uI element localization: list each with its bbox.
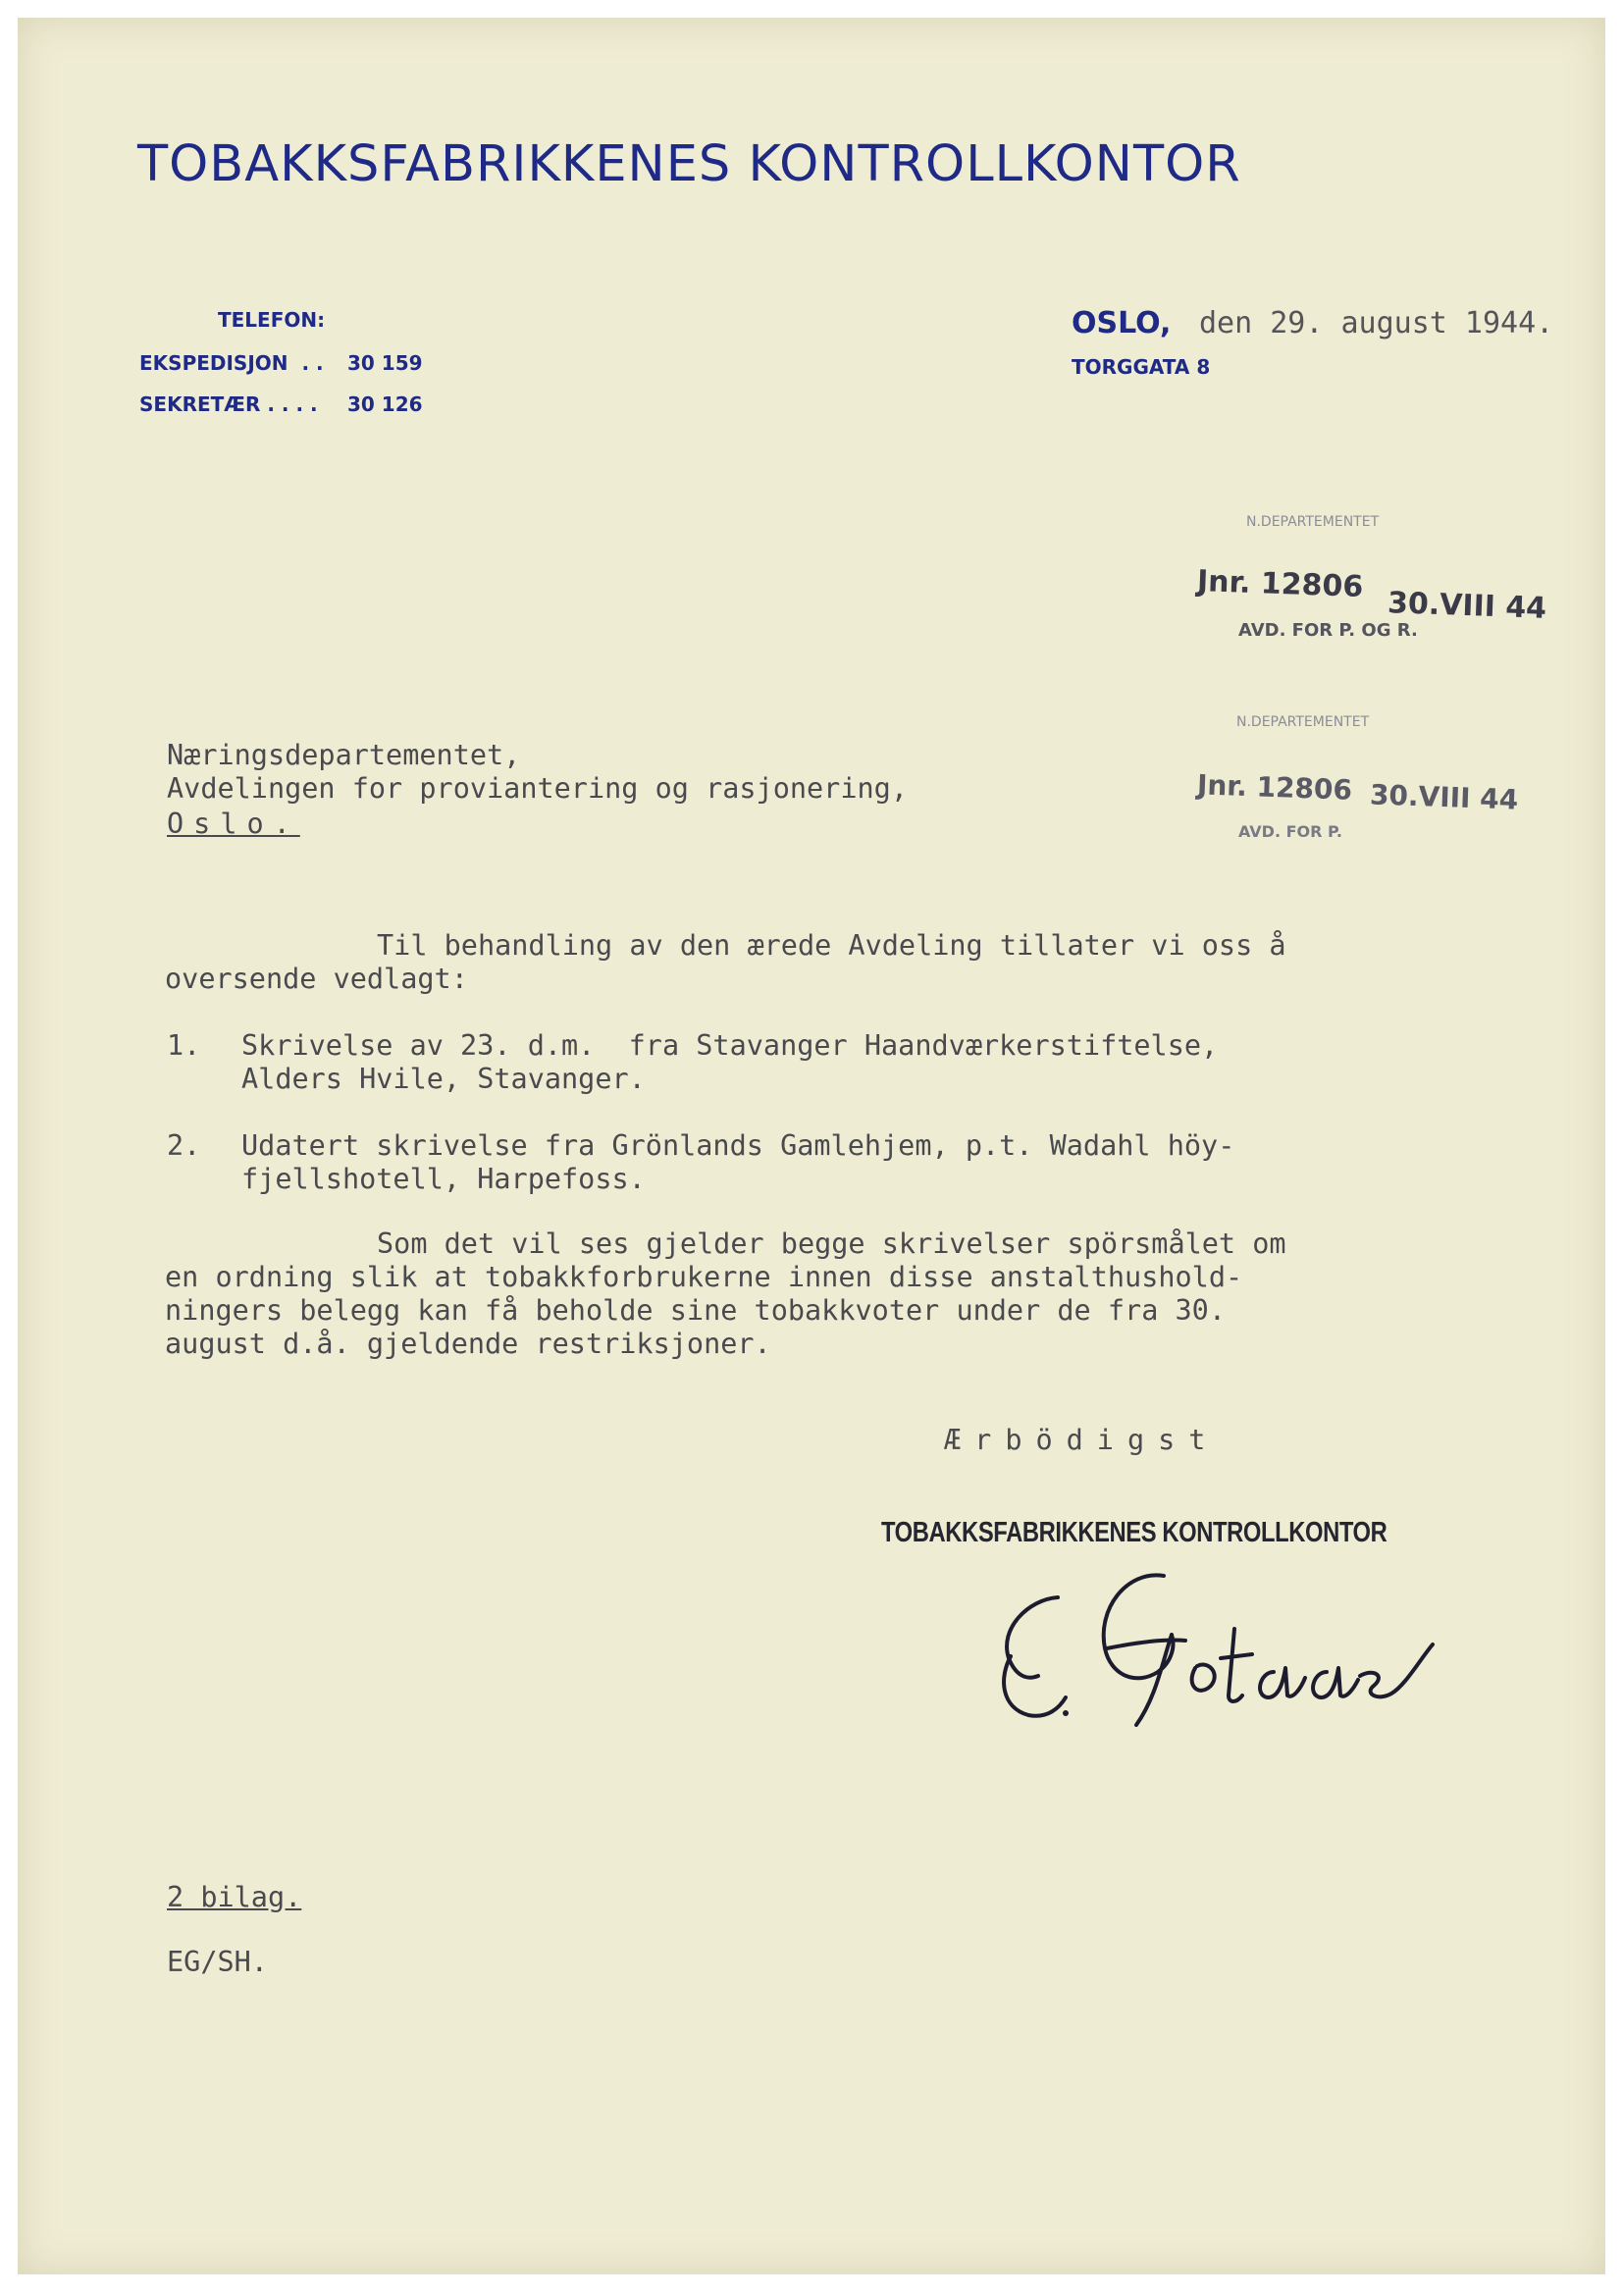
sender-street: TORGGATA 8 bbox=[1072, 355, 1211, 379]
body-line: Til behandling av den ærede Avdeling tillater vi oss å bbox=[377, 929, 1286, 962]
recipient-city: Oslo. bbox=[167, 808, 300, 840]
list-item-line: Alders Hvile, Stavanger. bbox=[241, 1063, 646, 1095]
stamp-date: 30.VIII 44 bbox=[1369, 778, 1519, 816]
telephone-heading: TELEFON: bbox=[218, 308, 326, 332]
stamp-journal-number: Jnr. 12806 bbox=[1196, 768, 1353, 807]
recipient-line: Avdelingen for proviantering og rasjonering, bbox=[167, 772, 908, 805]
list-item-number: 2. bbox=[167, 1129, 201, 1162]
list-item-line: Skrivelse av 23. d.m. fra Stavanger Haandværkerstiftelse, bbox=[241, 1029, 1219, 1062]
enclosures-note: 2 bilag. bbox=[167, 1881, 302, 1913]
sender-city: OSLO, bbox=[1072, 306, 1172, 340]
company-name-stamp: TOBAKKSFABRIKKENES KONTROLLKONTOR bbox=[881, 1517, 1387, 1548]
closing-greeting: Ærbödigst bbox=[944, 1424, 1220, 1456]
list-item-line: fjellshotell, Harpefoss. bbox=[241, 1163, 646, 1195]
stamp-date: 30.VIII 44 bbox=[1387, 586, 1547, 626]
stamp-top-text: N.DEPARTEMENTET bbox=[1246, 514, 1380, 530]
body-line: august d.å. gjeldende restriksjoner. bbox=[165, 1328, 771, 1360]
stamp-top-text: N.DEPARTEMENTET bbox=[1236, 714, 1370, 730]
stamp-department: AVD. FOR P. bbox=[1238, 822, 1342, 841]
handwritten-signature bbox=[989, 1570, 1460, 1737]
body-line: ningers belegg kan få beholde sine tobakkvoter under de fra 30. bbox=[165, 1294, 1226, 1327]
letter-date: den 29. august 1944. bbox=[1199, 306, 1554, 340]
body-line: en ordning slik at tobakkforbrukerne innen disse anstalthushold- bbox=[165, 1261, 1243, 1293]
recipient-line: Næringsdepartementet, bbox=[167, 739, 521, 771]
list-item-number: 1. bbox=[167, 1029, 201, 1062]
stamp-journal-number: Jnr. 12806 bbox=[1196, 564, 1364, 604]
list-item-line: Udatert skrivelse fra Grönlands Gamlehjem, p.t. Wadahl höy- bbox=[241, 1129, 1235, 1162]
telephone-label-sekretaer: SEKRETÆR . . . . bbox=[139, 392, 318, 416]
body-line: oversende vedlagt: bbox=[165, 963, 468, 995]
letterhead-title: TOBAKKSFABRIKKENES KONTROLLKONTOR bbox=[137, 135, 1241, 193]
reference-initials: EG/SH. bbox=[167, 1946, 268, 1978]
telephone-number-sekretaer: 30 126 bbox=[347, 392, 423, 416]
telephone-number-ekspedisjon: 30 159 bbox=[347, 351, 423, 375]
body-line: Som det vil ses gjelder begge skrivelser spörsmålet om bbox=[377, 1227, 1286, 1260]
telephone-label-ekspedisjon: EKSPEDISJON . . bbox=[139, 351, 324, 375]
stamp-department: AVD. FOR P. OG R. bbox=[1238, 620, 1418, 641]
